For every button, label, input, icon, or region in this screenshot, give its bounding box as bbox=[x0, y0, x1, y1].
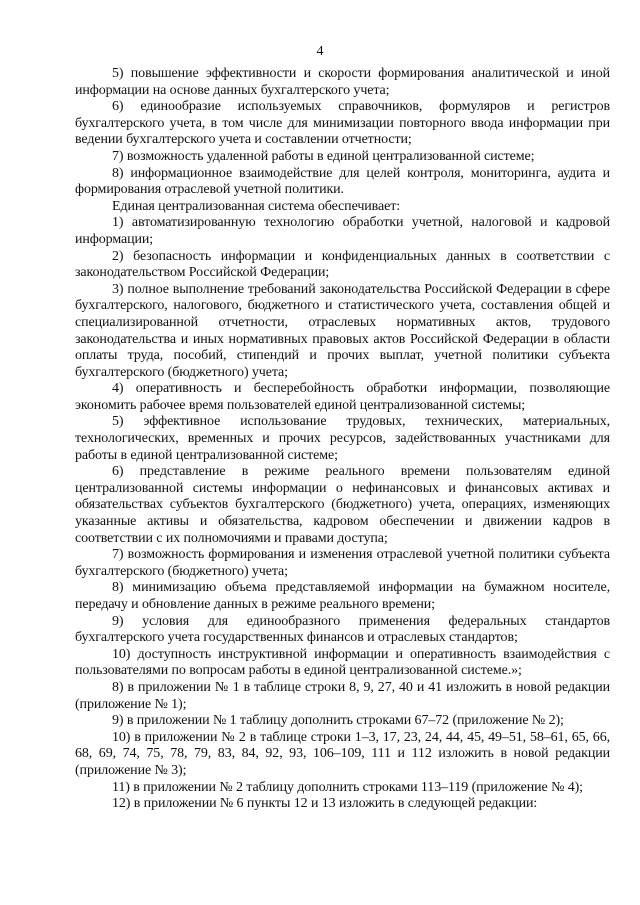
paragraph: 12) в приложении № 6 пункты 12 и 13 изложить в следующей редакции: bbox=[112, 796, 538, 812]
paragraph: 10) в приложении № 2 в таблице строки 1–3, 17, 23, 24, 44, 45, 49–51, 58–61, 65, 66, 68, 69, 74, 75, 78, 79, 83, 84, 92, 93, 106–109, 111 и 112 изложить в новой редакции (приложение № 3); bbox=[75, 729, 610, 778]
paragraph: 8) информационное взаимодействие для целей контроля, мониторинга, аудита и формирования отраслевой учетной политики. bbox=[75, 165, 610, 198]
paragraph: 1) автоматизированную технологию обработки учетной, налоговой и кадровой информации; bbox=[75, 215, 610, 247]
paragraph: Единая централизованная система обеспечивает: bbox=[112, 198, 401, 214]
paragraph: 5) эффективное использование трудовых, технических, материальных, технологических, временных и прочих ресурсов, задействованных участниками для работы в единой централизованной системе; bbox=[75, 414, 610, 463]
paragraph: 7) возможность формирования и изменения отраслевой учетной политики субъекта бухгалтерского (бюджетного) учета; bbox=[75, 547, 610, 579]
paragraph: 5) повышение эффективности и скорости формирования аналитической и иной информации на основе данных бухгалтерского учета; bbox=[75, 66, 610, 98]
paragraph: 9) условия для единообразного применения федеральных стандартов бухгалтерского учета государственных финансов и отраслевых стандартов; bbox=[75, 613, 610, 646]
paragraph: 6) представление в режиме реального времени пользователям единой централизованной системы информации о нефинансовых и финансовых активах и обязательствах субъектов бухгалтерского (бюджетного) учета, операциях, изменяющих указанные активы и обязательства, кадровом обеспечении и движении кадров в соответствии с их полномочиями и правами доступа; bbox=[75, 464, 610, 546]
paragraph: 4) оперативность и бесперебойность обработки информации, позволяющие экономить рабочее время пользователей единой централизованной системы; bbox=[75, 381, 610, 413]
paragraph: 11) в приложении № 2 таблицу дополнить строками 113–119 (приложение № 4); bbox=[112, 779, 583, 795]
paragraph: 10) доступность инструктивной информации и оперативность взаимодействия с пользователями по вопросам работы в единой централизованной системе.»; bbox=[75, 646, 610, 679]
paragraph: 3) полное выполнение требований законодательства Российской Федерации в сфере бухгалтерского, налогового, бюджетного и статистического учета, составления общей и специализированной отчетности, отраслевых нормативных актов, трудового законодательства и иных нормативных правовых актов Российской Федерации в области оплаты труда, пособий, стипендий и прочих выплат, учетной политики субъекта бухгалтерского (бюджетного) учета; bbox=[75, 281, 610, 380]
paragraph: 8) в приложении № 1 в таблице строки 8, 9, 27, 40 и 41 изложить в новой редакции (приложение № 1); bbox=[75, 679, 610, 712]
paragraph: 7) возможность удаленной работы в единой централизованной системе; bbox=[112, 148, 535, 164]
paragraph: 9) в приложении № 1 таблицу дополнить строками 67–72 (приложение № 2); bbox=[112, 713, 564, 729]
page-number: 4 bbox=[316, 44, 324, 59]
paragraph: 2) безопасность информации и конфиденциальных данных в соответствии с законодательством Российской Федерации; bbox=[75, 248, 610, 281]
paragraph: 6) единообразие используемых справочников, формуляров и регистров бухгалтерского учета, в том числе для минимизации повторного ввода информации при ведении бухгалтерского учета и составлении отчетности; bbox=[75, 99, 610, 148]
document-body bbox=[75, 66, 610, 813]
paragraph: 8) минимизацию объема представляемой информации на бумажном носителе, передачу и обновление данных в режиме реального времени; bbox=[75, 580, 610, 612]
